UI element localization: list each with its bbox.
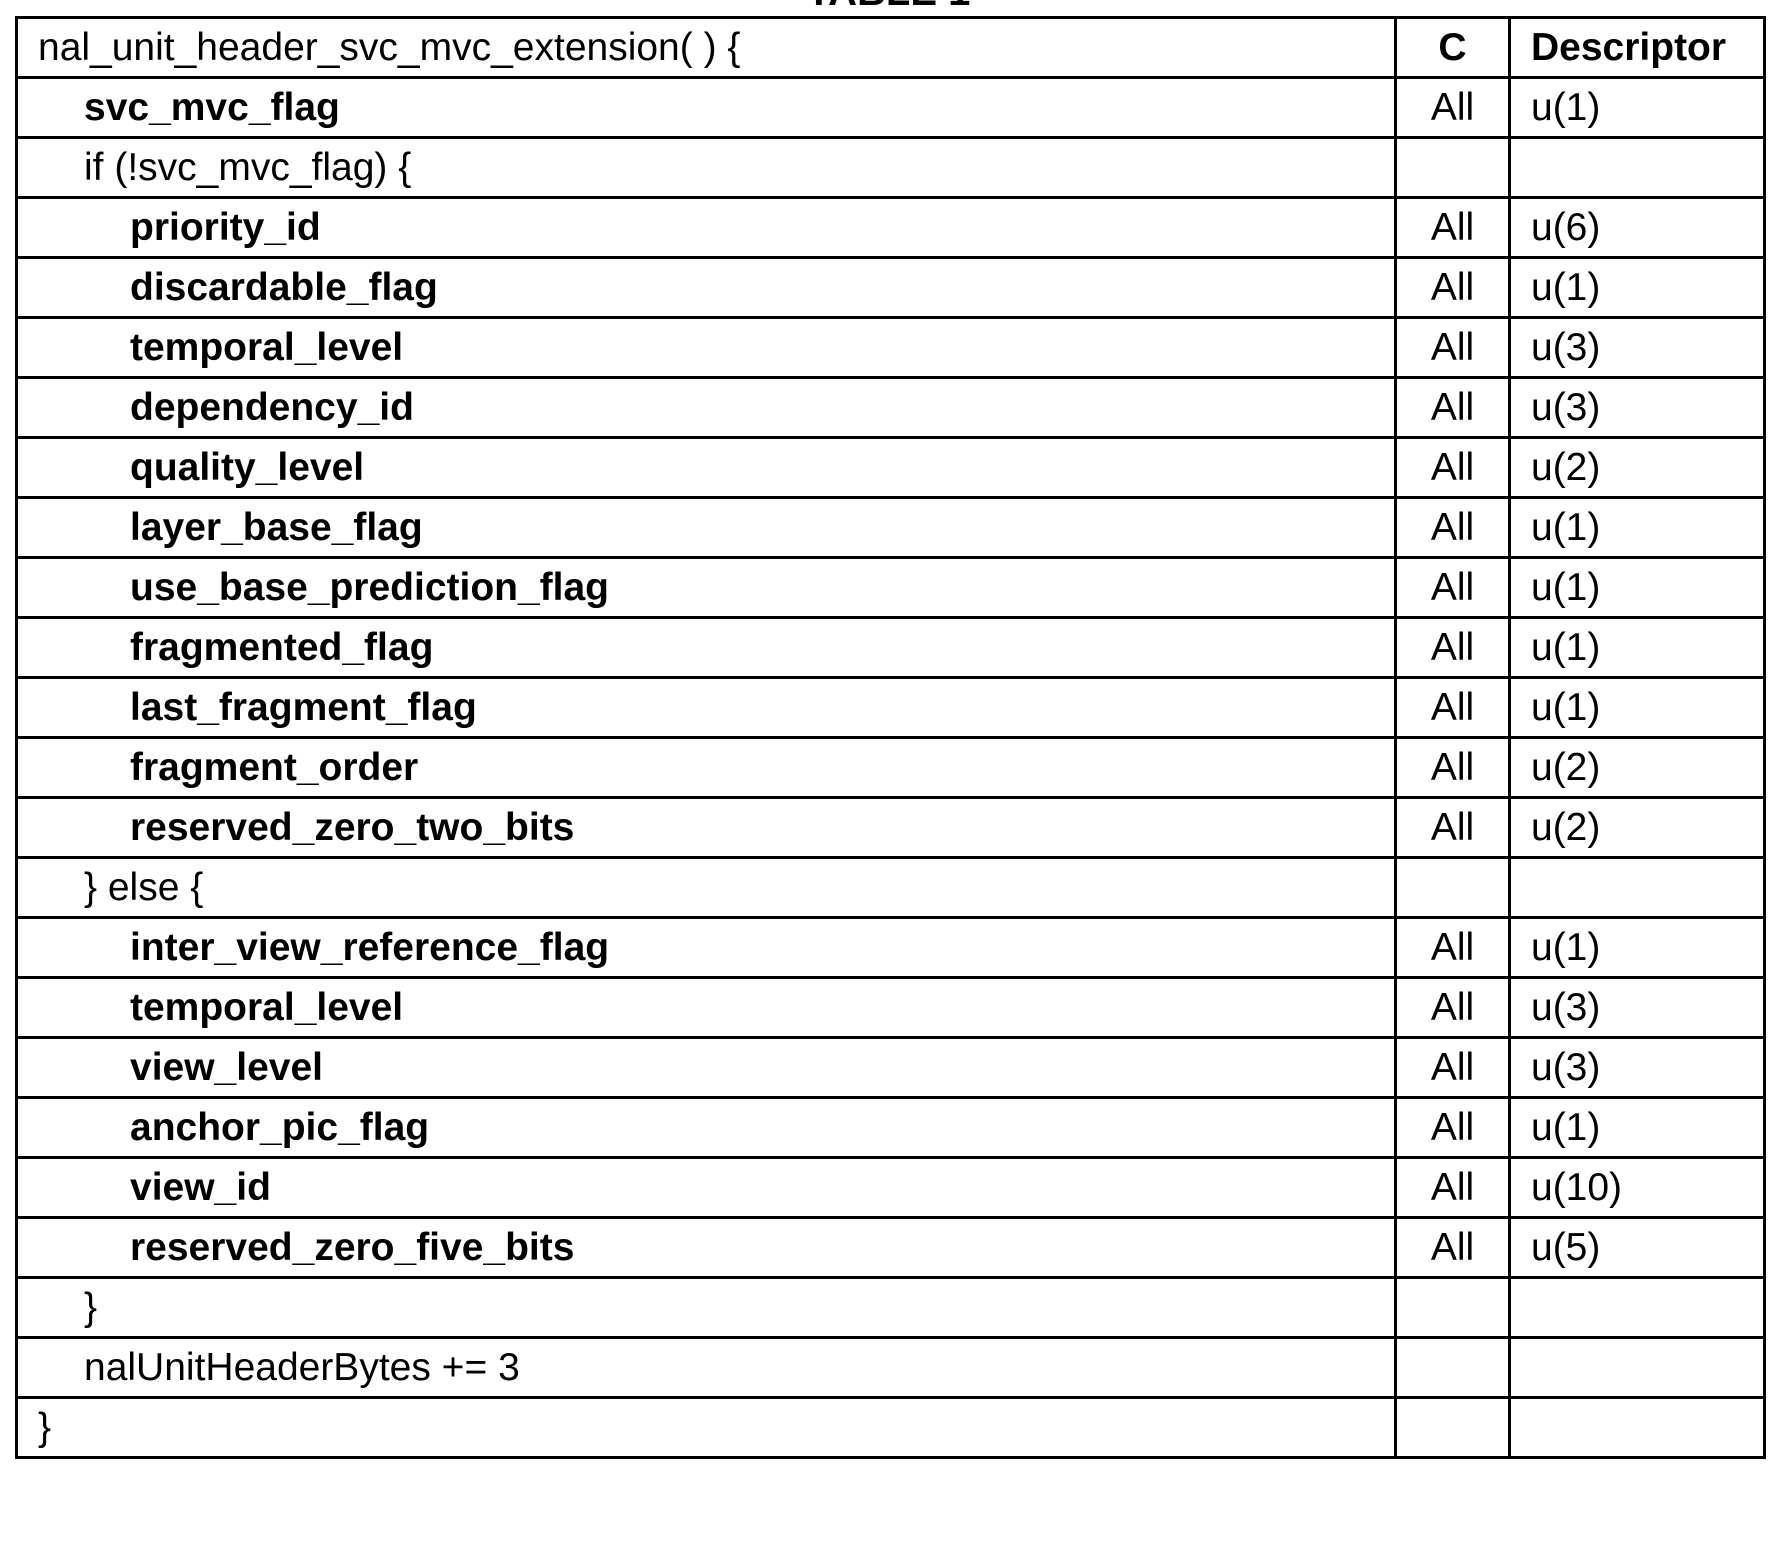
- syntax-cell: inter_view_reference_flag: [17, 918, 1396, 978]
- category-cell: [1396, 1278, 1510, 1338]
- syntax-cell: quality_level: [17, 438, 1396, 498]
- category-cell: All: [1396, 1038, 1510, 1098]
- syntax-cell: temporal_level: [17, 318, 1396, 378]
- syntax-cell: } else {: [17, 858, 1396, 918]
- syntax-cell: use_base_prediction_flag: [17, 558, 1396, 618]
- category-cell: [1396, 1338, 1510, 1398]
- syntax-cell: dependency_id: [17, 378, 1396, 438]
- descriptor-cell: [1510, 858, 1765, 918]
- table-row: [17, 498, 1765, 558]
- descriptor-cell: u(1): [1510, 258, 1765, 318]
- syntax-cell: }: [17, 1398, 1396, 1458]
- descriptor-cell: [1510, 138, 1765, 198]
- syntax-cell: temporal_level: [17, 978, 1396, 1038]
- descriptor-cell: [1510, 1398, 1765, 1458]
- header-descriptor: Descriptor: [1510, 18, 1765, 78]
- category-cell: All: [1396, 318, 1510, 378]
- category-cell: All: [1396, 1158, 1510, 1218]
- table-row: [17, 1038, 1765, 1098]
- syntax-cell: fragmented_flag: [17, 618, 1396, 678]
- descriptor-cell: u(3): [1510, 378, 1765, 438]
- descriptor-cell: u(2): [1510, 438, 1765, 498]
- table-row: [17, 1398, 1765, 1458]
- descriptor-cell: [1510, 1338, 1765, 1398]
- table-row: [17, 78, 1765, 138]
- syntax-cell: view_id: [17, 1158, 1396, 1218]
- table-row: [17, 1278, 1765, 1338]
- category-cell: All: [1396, 258, 1510, 318]
- descriptor-cell: u(2): [1510, 738, 1765, 798]
- category-cell: [1396, 1398, 1510, 1458]
- table-row: [17, 1338, 1765, 1398]
- category-cell: All: [1396, 198, 1510, 258]
- syntax-cell: reserved_zero_five_bits: [17, 1218, 1396, 1278]
- syntax-table: [15, 16, 1766, 1459]
- category-cell: All: [1396, 918, 1510, 978]
- syntax-cell: svc_mvc_flag: [17, 78, 1396, 138]
- descriptor-cell: u(5): [1510, 1218, 1765, 1278]
- table-row: [17, 558, 1765, 618]
- syntax-cell: view_level: [17, 1038, 1396, 1098]
- category-cell: All: [1396, 678, 1510, 738]
- table-row: [17, 618, 1765, 678]
- table-row: [17, 138, 1765, 198]
- category-cell: [1396, 858, 1510, 918]
- descriptor-cell: u(2): [1510, 798, 1765, 858]
- table-row: [17, 798, 1765, 858]
- header-c: C: [1396, 18, 1510, 78]
- syntax-cell: discardable_flag: [17, 258, 1396, 318]
- descriptor-cell: u(6): [1510, 198, 1765, 258]
- table-header-row: [17, 18, 1765, 78]
- descriptor-cell: u(1): [1510, 1098, 1765, 1158]
- descriptor-cell: [1510, 1278, 1765, 1338]
- category-cell: All: [1396, 978, 1510, 1038]
- syntax-cell: layer_base_flag: [17, 498, 1396, 558]
- table-row: [17, 378, 1765, 438]
- table-row: [17, 858, 1765, 918]
- category-cell: All: [1396, 1098, 1510, 1158]
- descriptor-cell: u(1): [1510, 78, 1765, 138]
- descriptor-cell: u(1): [1510, 498, 1765, 558]
- syntax-cell: }: [17, 1278, 1396, 1338]
- table-row: [17, 258, 1765, 318]
- syntax-cell: last_fragment_flag: [17, 678, 1396, 738]
- category-cell: All: [1396, 78, 1510, 138]
- table-row: [17, 978, 1765, 1038]
- syntax-cell: priority_id: [17, 198, 1396, 258]
- category-cell: All: [1396, 558, 1510, 618]
- descriptor-cell: u(1): [1510, 558, 1765, 618]
- table-row: [17, 318, 1765, 378]
- table-row: [17, 1218, 1765, 1278]
- category-cell: All: [1396, 378, 1510, 438]
- descriptor-cell: u(1): [1510, 678, 1765, 738]
- table-row: [17, 198, 1765, 258]
- syntax-cell: nalUnitHeaderBytes += 3: [17, 1338, 1396, 1398]
- table-row: [17, 678, 1765, 738]
- table-row: [17, 738, 1765, 798]
- header-syntax: nal_unit_header_svc_mvc_extension( ) {: [17, 18, 1396, 78]
- category-cell: All: [1396, 798, 1510, 858]
- table-row: [17, 918, 1765, 978]
- descriptor-cell: u(3): [1510, 978, 1765, 1038]
- syntax-cell: reserved_zero_two_bits: [17, 798, 1396, 858]
- category-cell: All: [1396, 738, 1510, 798]
- descriptor-cell: u(3): [1510, 1038, 1765, 1098]
- descriptor-cell: u(1): [1510, 618, 1765, 678]
- syntax-cell: fragment_order: [17, 738, 1396, 798]
- table-row: [17, 1098, 1765, 1158]
- category-cell: All: [1396, 618, 1510, 678]
- category-cell: All: [1396, 1218, 1510, 1278]
- category-cell: All: [1396, 438, 1510, 498]
- table-title: [0, 0, 1777, 15]
- table-row: [17, 438, 1765, 498]
- category-cell: All: [1396, 498, 1510, 558]
- table-row: [17, 1158, 1765, 1218]
- syntax-cell: if (!svc_mvc_flag) {: [17, 138, 1396, 198]
- syntax-cell: anchor_pic_flag: [17, 1098, 1396, 1158]
- descriptor-cell: u(10): [1510, 1158, 1765, 1218]
- category-cell: [1396, 138, 1510, 198]
- descriptor-cell: u(1): [1510, 918, 1765, 978]
- descriptor-cell: u(3): [1510, 318, 1765, 378]
